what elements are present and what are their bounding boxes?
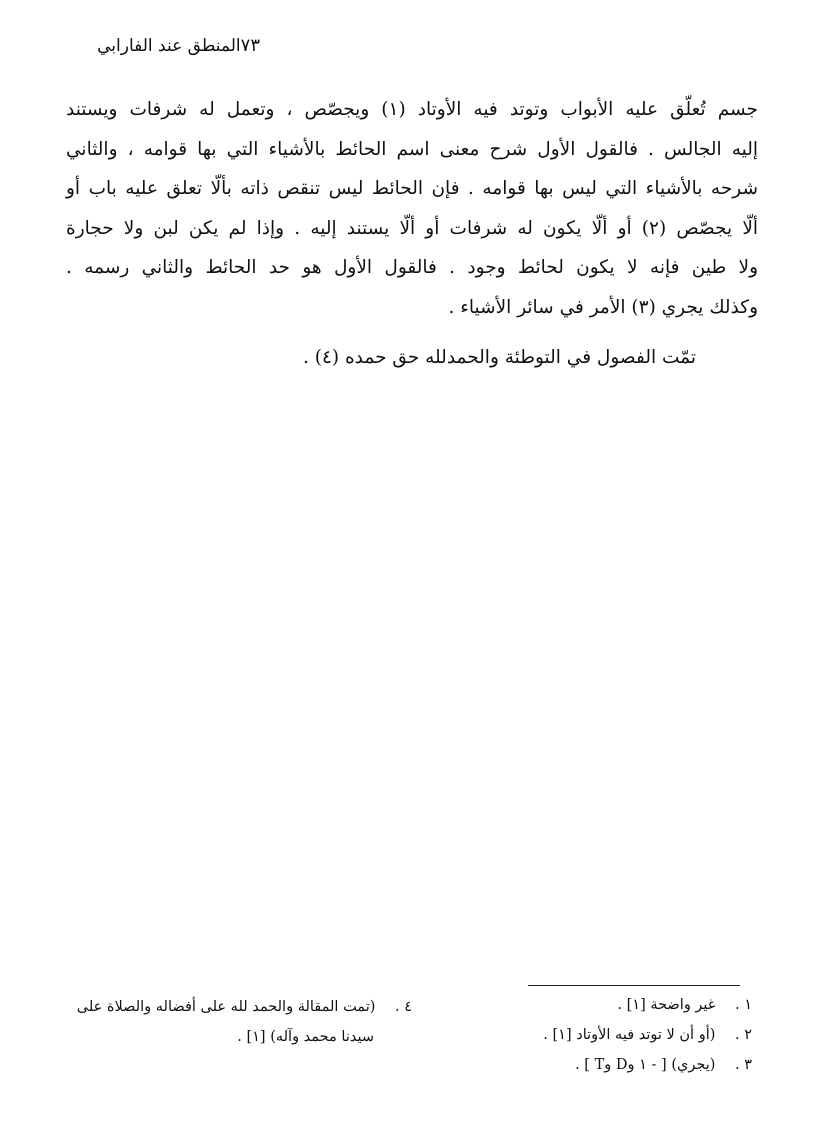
page-header: [60, 30, 260, 62]
body-line: إليه الجالس . فالقول الأول شرح معنى اسم الحائط بالأشياء التي بها قوامه ، والثاني: [66, 138, 758, 160]
footnote-rule: [528, 985, 740, 986]
footnote-text: (أو أن لا توتد فيه الأوتاد [١] .: [543, 1027, 716, 1043]
footnote-number: ١ .: [734, 997, 752, 1013]
page-number: ٧٣: [240, 35, 260, 56]
footnote-3: [470, 1050, 752, 1080]
closing-line: تمّت الفصول في التوطئة والحمدلله حق حمده (٤) .: [302, 347, 696, 368]
footnote-1: [470, 990, 752, 1020]
footnote-text: (تمت المقالة والحمد لله على أفضاله والصلاة على: [76, 999, 376, 1015]
footnote-4: [60, 992, 412, 1022]
running-title: المنطق عند الفارابي: [97, 36, 241, 56]
footnotes-left-column: [60, 992, 412, 1052]
body-line: ألّا يجصّص (٢) أو ألّا يكون له شرفات أو ألّا يستند إليه . وإذا لم يكن لبن ولا حجارة: [66, 217, 759, 239]
footnote-2: [470, 1020, 752, 1050]
footnote-number: ٣ .: [734, 1057, 752, 1073]
footnote-number: ٤ .: [394, 999, 412, 1015]
body-paragraph: [66, 90, 758, 328]
body-line: شرحه بالأشياء التي ليس بها قوامه . فإن الحائط ليس تنقص ذاته بألّا تعلق عليه باب أو: [66, 178, 758, 200]
body-line: جسم تُعلّق عليه الأبواب وتوتد فيه الأوتاد (١) ويجصّص ، وتعمل له شرفات ويستند: [66, 99, 758, 120]
footnote-continuation: سيدنا محمد وآله) [١] .: [237, 1029, 374, 1045]
footnote-number: ٢ .: [734, 1027, 752, 1043]
body-line: ولا طين فإنه لا يكون لحائط وجود . فالقول الأول هو حد الحائط والثاني رسمه .: [66, 257, 758, 279]
footnote-text: غير واضحة [١] .: [617, 997, 716, 1013]
footnotes-right-column: [470, 990, 752, 1080]
body-line: وكذلك يجري (٣) الأمر في سائر الأشياء .: [448, 296, 758, 318]
footnote-text: (يجري) [ - ١ وD وT ] .: [575, 1057, 716, 1073]
